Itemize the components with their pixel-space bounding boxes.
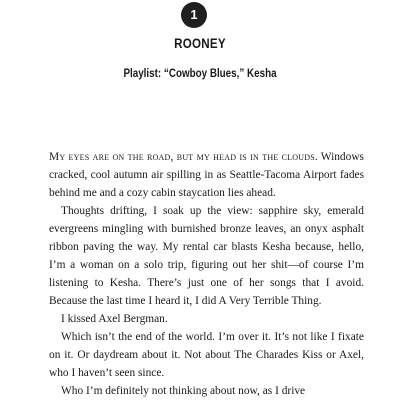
paragraph-2: Thoughts drifting, I soak up the view: sapphire sky, emerald evergreens mingling with burnished bronze leaves, an onyx asphalt ribbon paving the way. My rental car blasts Kesha because, hello, I’m a woman on a solo trip, figuring out her shit—of course I’m listening to Kesha. There’s just one of her songs that I avoid. Because the last time I heard it, I did A Very Terrible Thing. bbox=[49, 205, 364, 307]
opening-small-caps: My eyes are on the road, but my head is in the clouds. bbox=[49, 151, 318, 163]
paragraph-5: Who I’m definitely not thinking about now, as I drive bbox=[61, 385, 306, 397]
chapter-title: ROONEY bbox=[174, 36, 226, 51]
chapter-number-badge: 1 bbox=[181, 2, 207, 28]
paragraph-1-text: Windows cracked, cool autumn air spilling in as Seattle-Tacoma Airport fades behind me and a cozy cabin staycation lies ahead. bbox=[49, 151, 364, 199]
paragraph-1 bbox=[49, 148, 364, 202]
chapter-playlist: Playlist: “Cowboy Blues,” Kesha bbox=[123, 66, 277, 80]
chapter-body bbox=[49, 148, 364, 400]
paragraph-4: Which isn’t the end of the world. I’m over it. It’s not like I fixate on it. Or daydream about it. Not about The Charades Kiss or Axel, who I haven’t seen since. bbox=[49, 331, 364, 379]
paragraph-3: I kissed Axel Bergman. bbox=[61, 313, 168, 325]
